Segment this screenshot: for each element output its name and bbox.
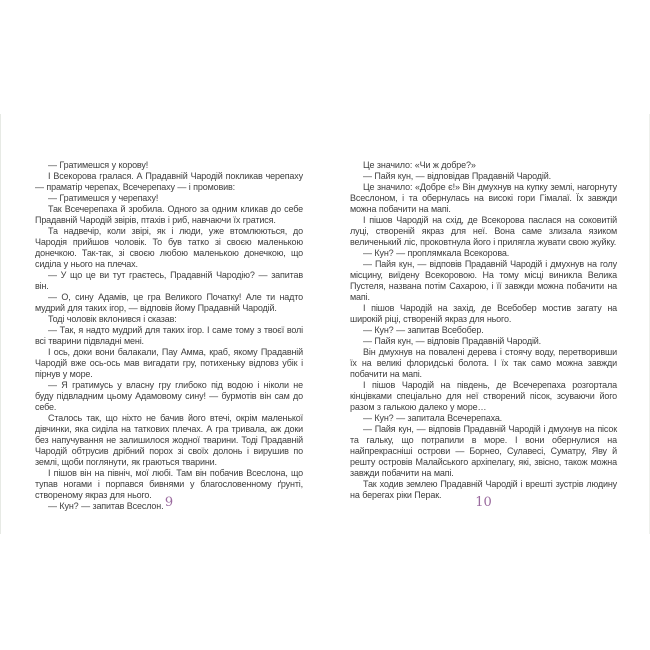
paragraph: — Кун? — запитав Всебобер. [363, 325, 484, 335]
paragraph: — У що це ви тут граєтесь, Прадавній Чародію? — запитав він. [35, 270, 303, 291]
page-left [35, 114, 303, 534]
paragraph: — Я гратимусь у власну гру глибоко під водою і ніколи не буду підвладним цьому Адамовому сину! — бурмотів він сам до себе. [35, 380, 303, 412]
paragraph: Сталось так, що ніхто не бачив його втечі, окрім маленької дівчинки, яка сиділа на таткових плечах. А гра тривала, аж доки без напучування не залишилося жодної тварини. Тоді Прадавній Чародій обтрусив дрібний порох зі своїх долонь і вирушив по землі, щоби поглянути, як граються тварини. [35, 413, 303, 467]
paragraph: — Гратимешся у корову! [48, 160, 149, 170]
page-right-number: 10 [475, 495, 492, 510]
paragraph: — Пайя кун, — відповідав Прадавній Чародій. [363, 171, 551, 181]
page-right-text [350, 114, 617, 501]
paragraph: І пішов Чародій на південь, де Всечерепаха розгортала кінцівками спеціально для неї створений пісок, зсуваючи його разом з галькою далеко у море… [350, 380, 617, 412]
paragraph: — Пайя кун, — відповів Прадавній Чародій і дмухнув на пісок та гальку, що потрапили в море. І вони обернулися на найпрекрасніші острови — Борнео, Сулавесі, Суматру, Яву й решту островів Малайського архіпелагу, які, звісно, також можна завжди побачити на мапі. [350, 424, 617, 478]
paragraph: Так Всечерепаха й зробила. Одного за одним кликав до себе Прадавній Чародій звірів, птахів і риб, навчаючи їх гратися. [35, 204, 303, 225]
paragraph: Він дмухнув на повалені дерева і стоячу воду, перетворивши їх на великі флоридські болота. І їх так само можна завжди побачити на мапі. [350, 347, 617, 379]
paragraph: І Всекорова гралася. А Прадавній Чародій покликав черепаху — праматір черепах, Всечерепаху — і промовив: [35, 171, 303, 192]
paragraph: Так ходив землею Прадавній Чародій і врешті зустрів людину на берегах ріки Перак. [350, 479, 617, 500]
paragraph: — Так, я надто мудрий для таких ігор. І саме тому з твоєї волі всі тварини підвладні мені. [35, 325, 303, 346]
paragraph: — Гратимешся у черепаху! [48, 193, 159, 203]
paragraph: І ось, доки вони балакали, Пау Амма, краб, якому Прадавній Чародій вже ось-ось мав вигадати гру, потихеньку відповз убік і пірнув у море. [35, 347, 303, 379]
paragraph: І пішов Чародій на захід, де Всебобер мостив загату на широкій ріці, створеній якраз для нього. [350, 303, 617, 324]
paragraph: — Пайя кун, — відповів Прадавній Чародій. [363, 336, 542, 346]
paragraph: — Пайя кун, — відповів Прадавній Чародій і дмухнув на голу місцину, виїдену Всекоровою. На тому місці виникла Велика Пустеля, названа потім Сахарою, і її завжди можна побачити на мапі. [350, 259, 617, 302]
paragraph: І пішов Чародій на схід, де Всекорова паслася на соковитій луці, створеній якраз для неї. Вона саме злизала язиком величенький ліс, проковтнула його і прилягла жувати свою жуйку. [350, 215, 617, 247]
paragraph: — О, сину Адамів, це гра Великого Початку! Але ти надто мудрий для таких ігор, — відповів йому Прадавній Чародій. [35, 292, 303, 313]
paragraph: Та надвечір, коли звірі, як і люди, уже втомлюються, до Чародія прийшов чоловік. То був татко зі своєю маленькою донечкою. Так-так, зі своєю любою маленькою донечкою, що сиділа у нього на плечах. [35, 226, 303, 269]
paragraph: Тоді чоловік вклонився і сказав: [48, 314, 177, 324]
paragraph: — Кун? — запитав Всеслон. [48, 501, 164, 511]
paragraph: — Кун? — запитала Всечерепаха. [363, 413, 503, 423]
paragraph: І пішов він на північ, мої любі. Там він побачив Всеслона, що тупав ногами і порпався бивнями у благословенному ґрунті, створеному якраз для нього. [35, 468, 303, 500]
paragraph: Це значило: «Чи ж добре?» [363, 160, 476, 170]
page-left-number: 9 [164, 495, 174, 510]
page-left-text [35, 114, 303, 512]
page-right [350, 114, 617, 534]
paragraph: — Кун? — проплямкала Всекорова. [363, 248, 510, 258]
book-spread [0, 114, 650, 534]
paragraph: Це значило: «Добре є!» Він дмухнув на купку землі, нагорнуту Всеслоном, і та обернулась на високі гори Гімалаї. Їх завжди можна побачити на мапі. [350, 182, 617, 214]
